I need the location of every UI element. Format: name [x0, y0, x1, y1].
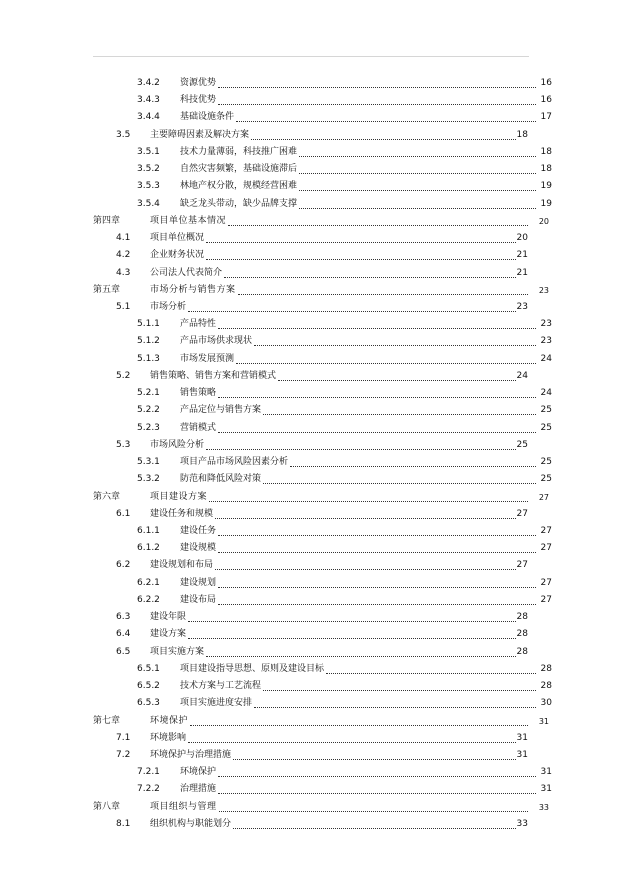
toc-entry-title: 基础设施条件 — [180, 112, 235, 123]
toc-entry-number: 3.5.4 — [137, 198, 160, 209]
toc-leader-dots — [236, 363, 536, 364]
toc-leader-dots — [206, 449, 516, 450]
toc-leader-dots — [218, 587, 536, 588]
toc-entry-page: 25 — [540, 474, 552, 485]
toc-entry-page: 33 — [516, 818, 528, 829]
toc-leader-dots — [233, 759, 516, 760]
toc-leader-dots — [299, 190, 536, 191]
toc-leader-dots — [209, 501, 528, 502]
toc-entry[interactable] — [0, 576, 621, 591]
toc-entry-title: 技术力量薄弱，科技推广困难 — [180, 146, 298, 157]
toc-entry-page: 27 — [540, 577, 552, 588]
toc-entry-number: 6.2.2 — [137, 594, 160, 605]
toc-leader-dots — [215, 518, 516, 519]
toc-entry[interactable] — [0, 76, 621, 91]
toc-entry-page: 27 — [516, 508, 528, 519]
toc-entry-number: 6.5.1 — [137, 663, 160, 674]
toc-entry-number: 5.2.1 — [137, 388, 160, 399]
toc-entry-page: 27 — [540, 525, 552, 536]
toc-leader-dots — [188, 638, 516, 639]
toc-entry-number: 5.3.1 — [137, 457, 160, 468]
toc-entry-number: 6.2 — [116, 560, 131, 571]
toc-entry-title: 资源优势 — [180, 78, 217, 88]
toc-entry-title: 建设布局 — [180, 594, 217, 605]
toc-entry-title: 营销模式 — [180, 422, 217, 433]
toc-leader-dots — [299, 208, 536, 209]
toc-entry[interactable] — [0, 93, 621, 108]
toc-entry[interactable] — [0, 800, 621, 815]
toc-entry-number: 7.2 — [116, 749, 131, 760]
toc-entry-number: 3.4.3 — [137, 95, 160, 106]
toc-entry-title: 建设任务 — [180, 525, 217, 536]
toc-entry[interactable] — [0, 110, 621, 125]
toc-entry-title: 建设任务和规模 — [150, 508, 214, 519]
toc-entry-number: 第八章 — [93, 801, 121, 812]
toc-entry-title: 市场风险分析 — [150, 439, 205, 450]
toc-entry[interactable] — [0, 317, 621, 332]
toc-leader-dots — [228, 225, 528, 226]
toc-entry[interactable] — [0, 714, 621, 729]
toc-entry-page: 27 — [516, 560, 528, 571]
toc-entry-title: 项目单位基本情况 — [150, 215, 227, 226]
toc-leader-dots — [263, 414, 536, 415]
toc-entry-title: 科技优势 — [180, 95, 217, 106]
toc-entry-title: 环境保护 — [150, 715, 189, 726]
toc-leader-dots — [218, 604, 536, 605]
toc-entry-page: 19 — [540, 198, 552, 209]
toc-leader-dots — [278, 380, 516, 381]
toc-entry-page: 27 — [538, 492, 549, 502]
toc-leader-dots — [206, 656, 516, 657]
toc-entry-title: 销售策略 — [180, 388, 217, 399]
toc-entry-title: 产品市场供求现状 — [180, 336, 253, 347]
toc-entry-number: 第六章 — [93, 491, 121, 502]
toc-leader-dots — [206, 242, 516, 243]
toc-entry-title: 自然灾害频繁，基础设施滞后 — [180, 164, 298, 175]
toc-entry[interactable] — [0, 197, 621, 212]
toc-leader-dots — [254, 707, 536, 708]
toc-entry-number: 5.3.2 — [137, 474, 160, 485]
toc-entry[interactable] — [0, 128, 621, 143]
toc-entry-number: 3.5 — [116, 129, 131, 140]
toc-entry-title: 主要障碍因素及解决方案 — [150, 129, 250, 140]
toc-entry-number: 5.1.2 — [137, 336, 160, 347]
toc-entry[interactable] — [0, 369, 621, 384]
toc-entry-page: 21 — [516, 250, 528, 261]
toc-entry-number: 7.1 — [116, 732, 131, 743]
toc-entry-title: 项目产品市场风险因素分析 — [180, 457, 289, 468]
toc-entry[interactable] — [0, 145, 621, 160]
toc-entry[interactable] — [0, 266, 621, 281]
toc-entry-number: 5.2.2 — [137, 405, 160, 416]
toc-entry-number: 3.4.4 — [137, 112, 160, 123]
toc-entry[interactable] — [0, 524, 621, 539]
toc-entry[interactable] — [0, 507, 621, 522]
toc-entry-title: 项目建设方案 — [150, 491, 208, 502]
toc-entry[interactable] — [0, 558, 621, 573]
toc-entry-number: 5.2 — [116, 370, 131, 381]
toc-entry-title: 项目组织与管理 — [150, 801, 217, 812]
toc-entry-title: 技术方案与工艺流程 — [180, 681, 262, 692]
toc-entry-page: 25 — [516, 439, 528, 450]
toc-entry-page: 23 — [538, 285, 549, 295]
toc-entry[interactable] — [0, 696, 621, 711]
toc-entry-number: 8.1 — [116, 818, 131, 829]
toc-entry-number: 5.1 — [116, 301, 131, 312]
toc-entry-page: 18 — [540, 164, 552, 175]
toc-entry-title: 组织机构与职能划分 — [150, 818, 232, 829]
toc-leader-dots — [218, 87, 536, 88]
toc-entry-title: 项目单位概况 — [150, 233, 205, 244]
toc-entry-page: 21 — [516, 267, 528, 278]
toc-entry[interactable] — [0, 231, 621, 246]
toc-leader-dots — [215, 569, 516, 570]
toc-entry[interactable] — [0, 179, 621, 194]
toc-entry-page: 28 — [516, 629, 528, 640]
toc-entry-number: 第四章 — [93, 215, 121, 226]
toc-entry[interactable] — [0, 162, 621, 177]
toc-entry-page: 33 — [538, 802, 549, 812]
toc-entry[interactable] — [0, 490, 621, 505]
toc-entry-title: 建设规划和布局 — [150, 560, 214, 571]
toc-entry-page: 24 — [516, 370, 528, 381]
toc-entry-number: 6.4 — [116, 629, 131, 640]
toc-entry-page: 31 — [540, 784, 552, 795]
toc-leader-dots — [236, 121, 536, 122]
toc-entry-page: 23 — [540, 319, 552, 330]
toc-entry-page: 25 — [540, 422, 552, 433]
toc-entry-title: 建设规划 — [180, 577, 217, 588]
toc-leader-dots — [299, 156, 536, 157]
toc-entry-number: 3.5.1 — [137, 146, 160, 157]
toc-entry-title: 企业财务状况 — [150, 250, 205, 261]
toc-leader-dots — [251, 139, 516, 140]
toc-entry-number: 6.5.2 — [137, 681, 160, 692]
toc-leader-dots — [218, 552, 536, 553]
toc-leader-dots — [218, 397, 536, 398]
toc-leader-dots — [238, 294, 528, 295]
toc-entry[interactable] — [0, 541, 621, 556]
toc-leader-dots — [218, 104, 536, 105]
toc-leader-dots — [254, 345, 536, 346]
toc-entry[interactable] — [0, 438, 621, 453]
toc-entry-number: 4.3 — [116, 267, 131, 278]
toc-entry-number: 7.2.2 — [137, 784, 160, 795]
toc-entry[interactable] — [0, 283, 621, 298]
toc-entry-title: 环境影响 — [150, 732, 187, 743]
toc-entry-page: 25 — [540, 457, 552, 468]
toc-entry-page: 18 — [540, 146, 552, 157]
toc-entry[interactable] — [0, 334, 621, 349]
toc-entry-page: 31 — [538, 716, 549, 726]
toc-entry-page: 31 — [540, 767, 552, 778]
toc-leader-dots — [218, 432, 536, 433]
toc-entry[interactable] — [0, 610, 621, 625]
toc-entry-page: 20 — [516, 233, 528, 244]
toc-entry-page: 23 — [540, 336, 552, 347]
toc-leader-dots — [263, 483, 536, 484]
toc-leader-dots — [218, 535, 536, 536]
toc-entry-page: 20 — [538, 216, 549, 226]
toc-entry-page: 24 — [540, 353, 552, 364]
toc-entry[interactable] — [0, 679, 621, 694]
toc-entry-number: 6.1.1 — [137, 525, 160, 536]
toc-entry-number: 6.3 — [116, 612, 131, 623]
toc-leader-dots — [188, 742, 516, 743]
toc-leader-dots — [218, 328, 536, 329]
toc-leader-dots — [233, 828, 516, 829]
toc-entry-number: 3.5.3 — [137, 181, 160, 192]
toc-entry-title: 销售策略、销售方案和营销模式 — [150, 370, 277, 381]
toc-entry[interactable] — [0, 455, 621, 470]
toc-entry-page: 30 — [540, 698, 552, 709]
toc-entry-number: 4.1 — [116, 233, 131, 244]
toc-entry-number: 6.5.3 — [137, 698, 160, 709]
toc-entry-number: 第五章 — [93, 284, 121, 295]
toc-entry[interactable] — [0, 593, 621, 608]
toc-entry-title: 市场分析与销售方案 — [150, 284, 236, 295]
toc-entry[interactable] — [0, 731, 621, 746]
toc-leader-dots — [263, 690, 536, 691]
toc-entry-number: 第七章 — [93, 715, 121, 726]
toc-entry[interactable] — [0, 403, 621, 418]
toc-entry-title: 市场发展预测 — [180, 353, 235, 364]
toc-entry-title: 环境保护与治理措施 — [150, 749, 232, 760]
toc-entry-title: 建设规模 — [180, 543, 217, 554]
toc-entry-title: 建设年限 — [150, 612, 187, 623]
toc-leader-dots — [224, 277, 516, 278]
toc-entry-title: 防范和降低风险对策 — [180, 474, 262, 485]
toc-entry-page: 31 — [516, 749, 528, 760]
toc-entry[interactable] — [0, 248, 621, 263]
toc-entry-number: 4.2 — [116, 250, 131, 261]
toc-entry-number: 6.1 — [116, 508, 131, 519]
toc-entry-page: 16 — [540, 95, 552, 106]
toc-entry[interactable] — [0, 817, 621, 832]
toc-entry-title: 林地产权分散，规模经营困难 — [180, 181, 298, 192]
toc-leader-dots — [218, 793, 536, 794]
toc-leader-dots — [188, 621, 516, 622]
toc-entry-page: 24 — [540, 388, 552, 399]
toc-entry-number: 5.2.3 — [137, 422, 160, 433]
toc-entry[interactable] — [0, 214, 621, 229]
toc-entry-page: 16 — [540, 78, 552, 88]
toc-entry[interactable] — [0, 662, 621, 677]
toc-entry[interactable] — [0, 782, 621, 797]
toc-entry-title: 项目实施进度安排 — [180, 698, 253, 709]
toc-entry[interactable] — [0, 627, 621, 642]
toc-entry-page: 23 — [516, 301, 528, 312]
toc-entry-number: 7.2.1 — [137, 767, 160, 778]
toc-entry-page: 31 — [516, 732, 528, 743]
toc-leader-dots — [190, 725, 528, 726]
toc-entry-title: 公司法人代表简介 — [150, 267, 223, 278]
toc-leader-dots — [219, 811, 528, 812]
toc-entry-number: 6.2.1 — [137, 577, 160, 588]
toc-entry-number: 6.5 — [116, 646, 131, 657]
toc-entry[interactable] — [0, 300, 621, 315]
toc-entry-page: 28 — [516, 612, 528, 623]
toc-leader-dots — [218, 776, 536, 777]
toc-entry-title: 治理措施 — [180, 784, 217, 795]
toc-entry-title: 环境保护 — [180, 767, 217, 778]
toc-entry-page: 27 — [540, 543, 552, 554]
toc-entry-page: 28 — [540, 681, 552, 692]
toc-entry-number: 5.1.3 — [137, 353, 160, 364]
toc-entry[interactable] — [0, 352, 621, 367]
toc-entry[interactable] — [0, 472, 621, 487]
toc-entry-number: 6.1.2 — [137, 543, 160, 554]
toc-entry[interactable] — [0, 421, 621, 436]
toc-leader-dots — [290, 466, 536, 467]
toc-leader-dots — [299, 173, 536, 174]
toc-entry-page: 25 — [540, 405, 552, 416]
toc-entry-title: 产品特性 — [180, 319, 217, 330]
toc-entry-page: 28 — [516, 646, 528, 657]
toc-entry-page: 17 — [540, 112, 552, 123]
toc-entry-title: 缺乏龙头带动，缺少品牌支撑 — [180, 198, 298, 209]
toc-leader-dots — [326, 673, 536, 674]
toc-entry-title: 建设方案 — [150, 629, 187, 640]
toc-entry-title: 产品定位与销售方案 — [180, 405, 262, 416]
toc-leader-dots — [206, 259, 516, 260]
toc-entry-title: 项目建设指导思想、原则及建设目标 — [180, 663, 325, 674]
toc-entry-title: 市场分析 — [150, 301, 187, 312]
toc-entry-page: 28 — [540, 663, 552, 674]
toc-entry-title: 项目实施方案 — [150, 646, 205, 657]
toc-entry[interactable] — [0, 765, 621, 780]
toc-entry-page: 19 — [540, 181, 552, 192]
toc-leader-dots — [188, 311, 516, 312]
toc-entry-page: 27 — [540, 594, 552, 605]
toc-entry-number: 5.3 — [116, 439, 131, 450]
toc-entry[interactable] — [0, 748, 621, 763]
toc-entry[interactable] — [0, 386, 621, 401]
toc-entry-number: 3.4.2 — [137, 78, 160, 88]
toc-entry[interactable] — [0, 645, 621, 660]
toc-entry-number: 5.1.1 — [137, 319, 160, 330]
toc-entry-page: 18 — [516, 129, 528, 140]
toc-entry-number: 3.5.2 — [137, 164, 160, 175]
